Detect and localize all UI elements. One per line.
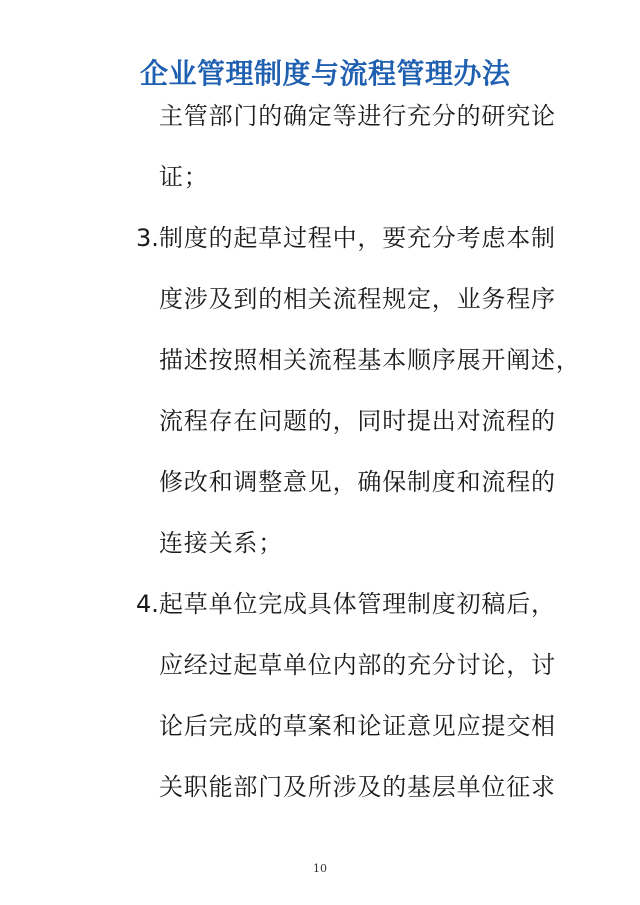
- text-line: 流程存在问题的，同时提出对流程的: [159, 407, 556, 435]
- page-number: 10: [313, 862, 327, 875]
- text-line: 主管部门的确定等进行充分的研究论: [159, 102, 556, 130]
- text-line: 度涉及到的相关流程规定，业务程序: [159, 285, 556, 313]
- text-line: 起草单位完成具体管理制度初稿后，: [159, 590, 556, 618]
- text-line: 制度的起草过程中，要充分考虑本制: [159, 224, 556, 252]
- item-number-3: 3.: [136, 224, 159, 252]
- text-line: 证；: [159, 163, 209, 191]
- text-line: 连接关系；: [159, 529, 283, 557]
- text-line: 修改和调整意见，确保制度和流程的: [159, 468, 556, 496]
- text-line: 关职能部门及所涉及的基层单位征求: [159, 773, 556, 801]
- item-number-4: 4.: [136, 590, 159, 618]
- text-line: 应经过起草单位内部的充分讨论，讨: [159, 651, 556, 679]
- page-title: 企业管理制度与流程管理办法: [140, 57, 511, 90]
- text-line: 描述按照相关流程基本顺序展开阐述，: [159, 346, 581, 374]
- text-line: 论后完成的草案和论证意见应提交相: [159, 712, 556, 740]
